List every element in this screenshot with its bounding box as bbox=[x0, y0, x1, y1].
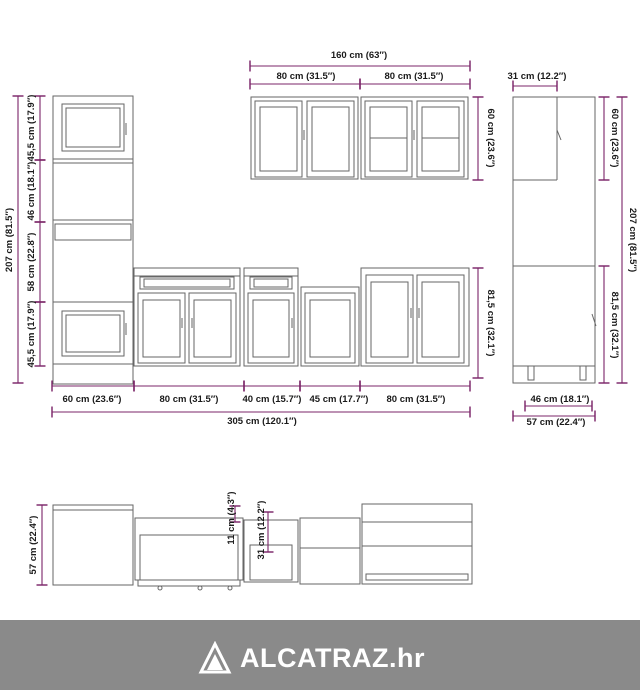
dim-side-base-height: 81,5 cm (32.1″) bbox=[609, 291, 620, 359]
dim-bottom-depth: 57 cm (22.4″) bbox=[28, 515, 39, 575]
brand-logo[interactable] bbox=[198, 636, 425, 680]
dim-wall-right: 80 cm (31.5″) bbox=[384, 71, 444, 82]
dim-side-wall-height: 60 cm (23.6″) bbox=[609, 108, 620, 168]
brand-name: ALCATRAZ.hr bbox=[240, 642, 425, 673]
wall-cabinet-80-doors bbox=[251, 97, 358, 179]
dim-wall-left: 80 cm (31.5″) bbox=[276, 71, 336, 82]
tall-cabinet bbox=[53, 96, 133, 384]
dim-drawer-small: 11 cm (4.3″) bbox=[226, 491, 237, 545]
dim-tall-mid-section: 46 cm (18.1″) bbox=[26, 161, 37, 221]
base-cabinet-80-drawer bbox=[134, 268, 240, 366]
dim-width-45: 45 cm (17.7″) bbox=[309, 394, 369, 405]
dim-tall-top-section: 45,5 cm (17.9″) bbox=[26, 94, 37, 162]
dim-width-40: 40 cm (15.7″) bbox=[242, 394, 302, 405]
dim-base-height: 81,5 cm (32.1″) bbox=[485, 289, 496, 357]
dim-tall-oven-section: 58 cm (22.8″) bbox=[26, 232, 37, 292]
side-view bbox=[513, 97, 596, 383]
dim-side-depth-top: 31 cm (12.2″) bbox=[507, 71, 567, 82]
dim-side-total-depth: 57 cm (22.4″) bbox=[526, 417, 586, 428]
dim-tall-bottom-section: 45,5 cm (17.9″) bbox=[26, 300, 37, 368]
dim-drawer-large: 31 cm (12.2″) bbox=[256, 500, 267, 560]
dim-wall-height: 60 cm (23.6″) bbox=[485, 108, 496, 168]
base-cabinet-40-drawer bbox=[244, 268, 298, 366]
dim-width-60: 60 cm (23.6″) bbox=[62, 394, 122, 405]
dim-total-width: 305 cm (120.1″) bbox=[227, 416, 297, 427]
dim-side-base-depth: 46 cm (18.1″) bbox=[530, 394, 590, 405]
dim-width-80b: 80 cm (31.5″) bbox=[386, 394, 446, 405]
base-cabinet-45 bbox=[301, 287, 359, 366]
wall-cabinet-80-glass bbox=[361, 97, 468, 179]
dim-side-total-height: 207 cm (81.5″) bbox=[627, 207, 638, 273]
dim-tall-total-height: 207 cm (81.5″) bbox=[4, 207, 15, 273]
triangle-a-logo-icon bbox=[198, 641, 232, 675]
dim-wall-total: 160 cm (63″) bbox=[330, 50, 388, 61]
base-cabinet-80-doors bbox=[361, 268, 469, 366]
dim-width-80a: 80 cm (31.5″) bbox=[159, 394, 219, 405]
